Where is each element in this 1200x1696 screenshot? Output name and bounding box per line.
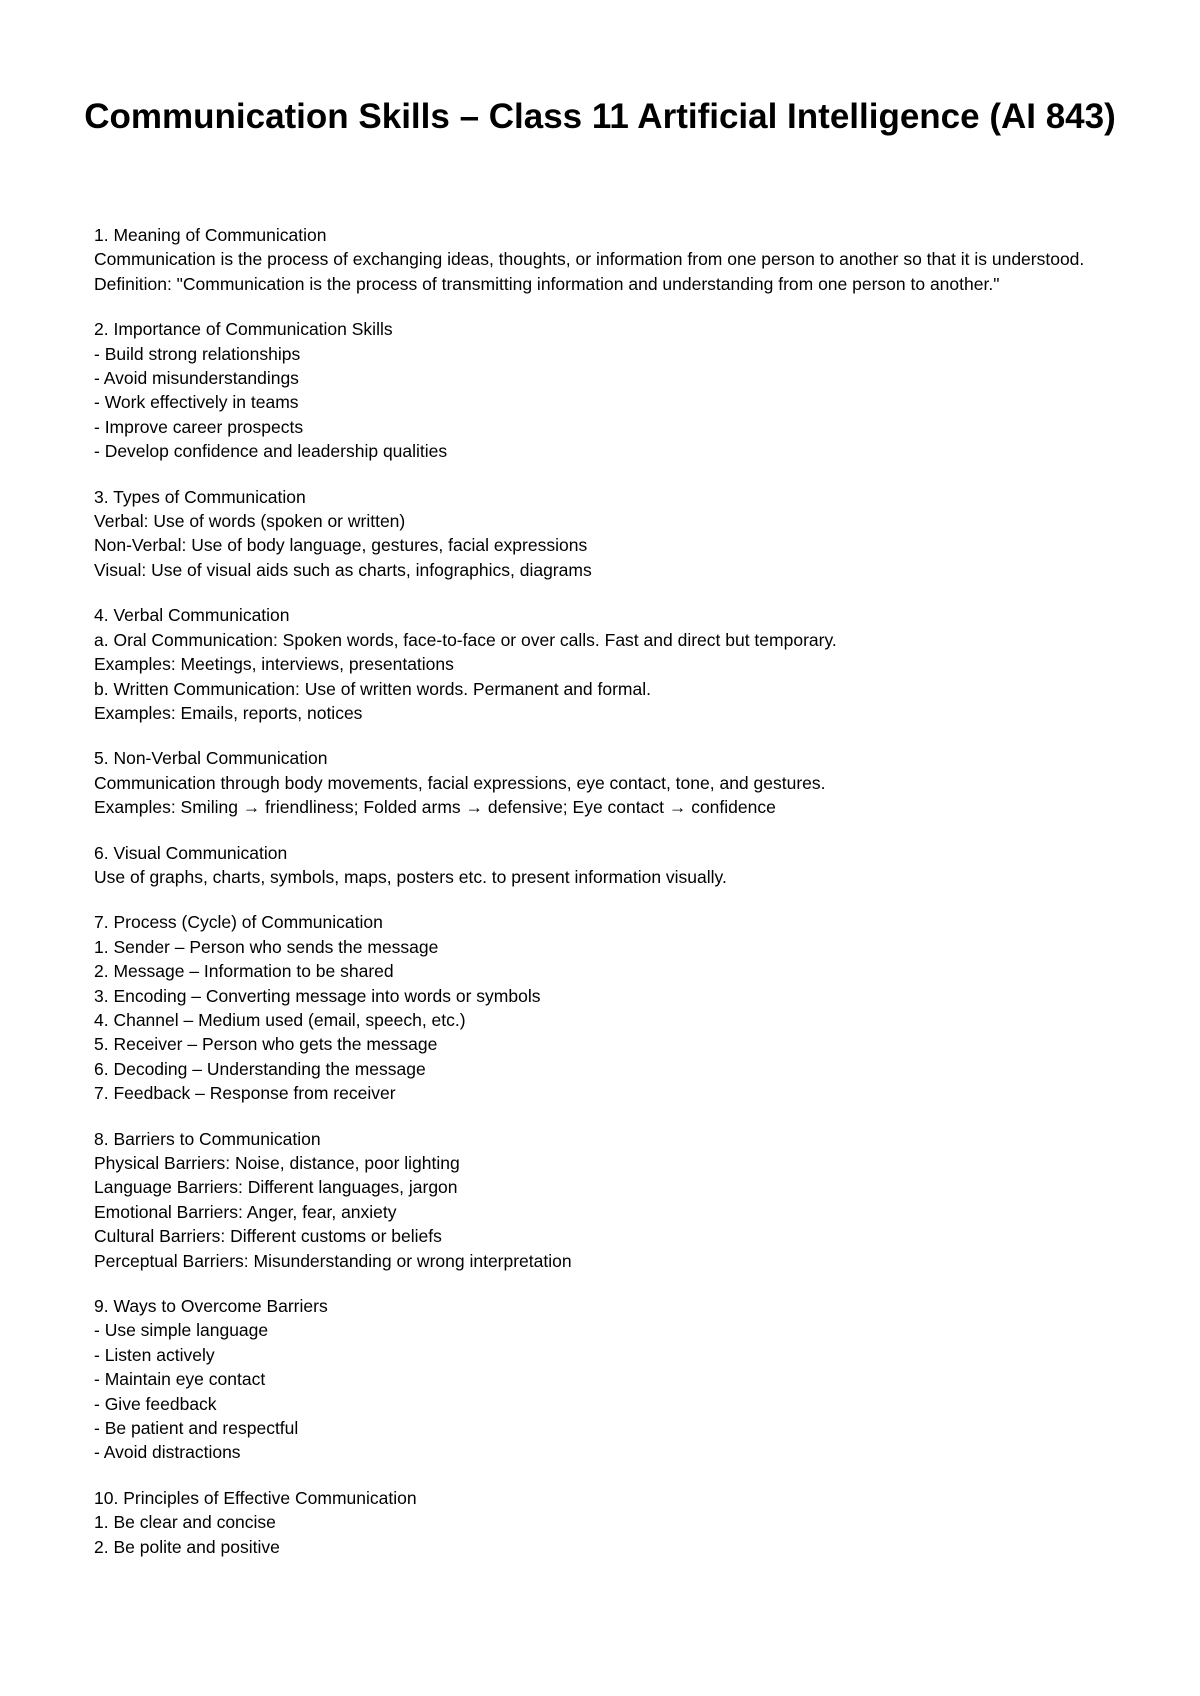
section-line: 2. Message – Information to be shared bbox=[94, 961, 394, 982]
section-line: 3. Encoding – Converting message into words or symbols bbox=[94, 985, 541, 1006]
section-heading: 7. Process (Cycle) of Communication bbox=[94, 912, 383, 933]
section-8 bbox=[94, 1127, 1134, 1273]
section-9 bbox=[94, 1294, 1134, 1465]
section-line: Communication is the process of exchanging ideas, thoughts, or information from one person to another so that it is understood. bbox=[94, 249, 1085, 270]
section-heading: 2. Importance of Communication Skills bbox=[94, 319, 393, 340]
section-line: Use of graphs, charts, symbols, maps, posters etc. to present information visually. bbox=[94, 866, 727, 887]
section-line: Definition: "Communication is the process of transmitting information and understanding from one person to another." bbox=[94, 273, 1000, 294]
section-heading: 10. Principles of Effective Communication bbox=[94, 1487, 417, 1508]
section-line: - Listen actively bbox=[94, 1344, 215, 1365]
section-heading: 3. Types of Communication bbox=[94, 486, 306, 507]
section-line: Communication through body movements, facial expressions, eye contact, tone, and gestures. bbox=[94, 772, 826, 793]
section-line: Examples: Emails, reports, notices bbox=[94, 702, 363, 723]
section-line: - Give feedback bbox=[94, 1393, 217, 1414]
section-4 bbox=[94, 603, 1134, 725]
section-line: 5. Receiver – Person who gets the message bbox=[94, 1034, 438, 1055]
section-line: a. Oral Communication: Spoken words, face-to-face or over calls. Fast and direct but temporary. bbox=[94, 629, 837, 650]
section-line: Language Barriers: Different languages, jargon bbox=[94, 1177, 458, 1198]
section-heading: 8. Barriers to Communication bbox=[94, 1128, 321, 1149]
section-line: Non-Verbal: Use of body language, gestures, facial expressions bbox=[94, 535, 588, 556]
section-line: Verbal: Use of words (spoken or written) bbox=[94, 511, 406, 532]
section-10 bbox=[94, 1486, 1134, 1559]
section-line: - Improve career prospects bbox=[94, 416, 304, 437]
section-line: 6. Decoding – Understanding the message bbox=[94, 1058, 426, 1079]
document-body bbox=[94, 223, 1134, 1580]
section-line: b. Written Communication: Use of written words. Permanent and formal. bbox=[94, 678, 651, 699]
section-1 bbox=[94, 223, 1134, 296]
section-line: Examples: Meetings, interviews, presentations bbox=[94, 654, 454, 675]
section-heading: 6. Visual Communication bbox=[94, 842, 288, 863]
section-line: Emotional Barriers: Anger, fear, anxiety bbox=[94, 1201, 397, 1222]
section-line: 2. Be polite and positive bbox=[94, 1536, 280, 1557]
section-line: 1. Sender – Person who sends the message bbox=[94, 936, 439, 957]
section-3 bbox=[94, 485, 1134, 583]
section-line: 7. Feedback – Response from receiver bbox=[94, 1083, 396, 1104]
section-6 bbox=[94, 841, 1134, 890]
section-line: Perceptual Barriers: Misunderstanding or wrong interpretation bbox=[94, 1250, 572, 1271]
section-heading: 5. Non-Verbal Communication bbox=[94, 748, 328, 769]
section-line: Visual: Use of visual aids such as charts, infographics, diagrams bbox=[94, 559, 592, 580]
section-2 bbox=[94, 317, 1134, 463]
section-heading: 9. Ways to Overcome Barriers bbox=[94, 1296, 328, 1317]
section-line: - Be patient and respectful bbox=[94, 1418, 299, 1439]
section-line: - Avoid distractions bbox=[94, 1442, 241, 1463]
section-line: Cultural Barriers: Different customs or beliefs bbox=[94, 1226, 442, 1247]
section-line: 4. Channel – Medium used (email, speech, etc.) bbox=[94, 1009, 466, 1030]
section-line: - Work effectively in teams bbox=[94, 392, 299, 413]
section-line: Physical Barriers: Noise, distance, poor lighting bbox=[94, 1153, 460, 1173]
section-heading: 1. Meaning of Communication bbox=[94, 225, 327, 245]
section-7 bbox=[94, 910, 1134, 1105]
section-line: 1. Be clear and concise bbox=[94, 1512, 276, 1533]
document-title: Communication Skills – Class 11 Artificial Intelligence (AI 843) bbox=[84, 97, 1116, 136]
section-line: - Maintain eye contact bbox=[94, 1369, 266, 1390]
section-heading: 4. Verbal Communication bbox=[94, 605, 290, 626]
section-line: - Avoid misunderstandings bbox=[94, 368, 299, 389]
section-line: - Use simple language bbox=[94, 1320, 269, 1341]
section-5 bbox=[94, 746, 1134, 819]
section-line: - Build strong relationships bbox=[94, 343, 301, 364]
section-line: - Develop confidence and leadership qualities bbox=[94, 441, 448, 462]
section-line: Examples: Smiling → friendliness; Folded arms → defensive; Eye contact → confidence bbox=[94, 797, 776, 818]
